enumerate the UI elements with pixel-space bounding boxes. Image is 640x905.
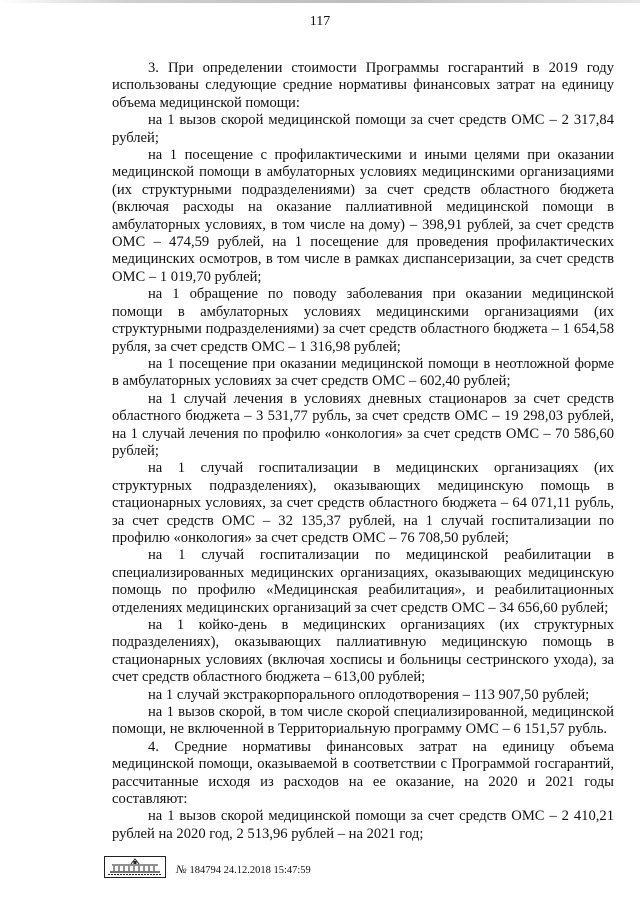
paragraph-rehabilitation: на 1 случай госпитализации по медицинской реабилитации в специализированных медицинских организациях, оказывающих медицинскую помощь по профилю «Медицинская реабилитация», и реабилитационных отделениях медицинских организаций за счет средств ОМС – 34 656,60 рублей; (112, 547, 614, 616)
page-number: 117 (309, 14, 331, 29)
number-sign: № (176, 864, 187, 876)
paragraph-4-intro: 4. Средние нормативы финансовых затрат на единицу объема медицинской помощи, оказываемой в соответствии с Программой госгарантий, рассчитанные исходя из расходов на ее оказание, на 2020 и 2021 годы составляют: (112, 738, 614, 808)
paragraph-hospitalization: на 1 случай госпитализации в медицинских организациях (их структурных подразделениях), оказывающих медицинскую помощь в стационарных условиях, за счет средств областного бюджета – 64 071,11 рубль, за счет средств ОМС – 32 135,37 рублей, на 1 случай госпитализации по профилю «онкология» за счет средств ОМС – 76 708,50 рублей; (112, 460, 614, 546)
paragraph-ambulance: на 1 вызов скорой медицинской помощи за счет средств ОМС – 2 317,84 рублей; (112, 112, 614, 146)
paragraph-ivf: на 1 случай экстракорпорального оплодотворения – 113 907,50 рублей; (148, 686, 590, 703)
paragraph-day-hospital: на 1 случай лечения в условиях дневных стационаров за счет средств областного бюджета – 3 531,77 рубль, за счет средств ОМС – 19 298,03 рублей, на 1 случай лечения по профилю «онкология» за счет средств ОМС – 70 586,60 рублей; (112, 390, 614, 459)
document-stamp (176, 864, 311, 876)
paragraph-disease-visit: на 1 обращение по поводу заболевания при оказании медицинской помощи в амбулаторных условиях медицинскими организациями (их структурными подразделениями) за счет средств областного бюджета – 1 654,58 рубля, за счет средств ОМС – 1 316,98 рублей; (112, 286, 614, 355)
building-seal-icon (104, 856, 166, 878)
paragraph-preventive-visit: на 1 посещение с профилактическими и иными целями при оказании медицинской помощи в амбулаторных условиях медицинскими организациями (их структурными подразделениями) за счет средств областного бюджета (включая расходы на оказание паллиативной медицинской помощи в амбулаторных условиях, в том числе на дому) – 398,91 рублей, за счет средств ОМС – 474,59 рублей, на 1 посещение для проведения профилактических медицинских осмотров, в том числе в рамках диспансеризации, за счет средств ОМС – 1 019,70 рублей; (112, 147, 614, 285)
document-number: 184794 (189, 865, 221, 876)
paragraph-urgent-visit: на 1 посещение при оказании медицинской помощи в неотложной форме в амбулаторных условиях за счет средств ОМС – 602,40 рублей; (112, 355, 614, 390)
paragraph-3-intro: 3. При определении стоимости Программы госгарантий в 2019 году использованы следующие средние нормативы финансовых затрат на единицу объема медицинской помощи: (112, 60, 614, 111)
scan-edge (0, 0, 640, 3)
stamp-timestamp: 24.12.2018 15:47:59 (223, 865, 311, 876)
paragraph-ambulance-2020-2021: на 1 вызов скорой медицинской помощи за счет средств ОМС – 2 410,21 рублей на 2020 год, 2 513,96 рублей – на 2021 год; (112, 808, 614, 842)
paragraph-palliative-bed-day: на 1 койко-день в медицинских организациях (их структурных подразделениях), оказывающих паллиативную медицинскую помощь в стационарных условиях (включая хосписы и больницы сестринского ухода), за счет средств областного бюджета – 613,00 рублей; (112, 617, 614, 686)
footer-stamp (104, 856, 524, 878)
document-body (112, 60, 614, 843)
paragraph-ambulance-outside-oms: на 1 вызов скорой, в том числе скорой специализированной, медицинской помощи, не включенной в Территориальную программу ОМС – 6 151,57 рубль. (112, 704, 614, 738)
